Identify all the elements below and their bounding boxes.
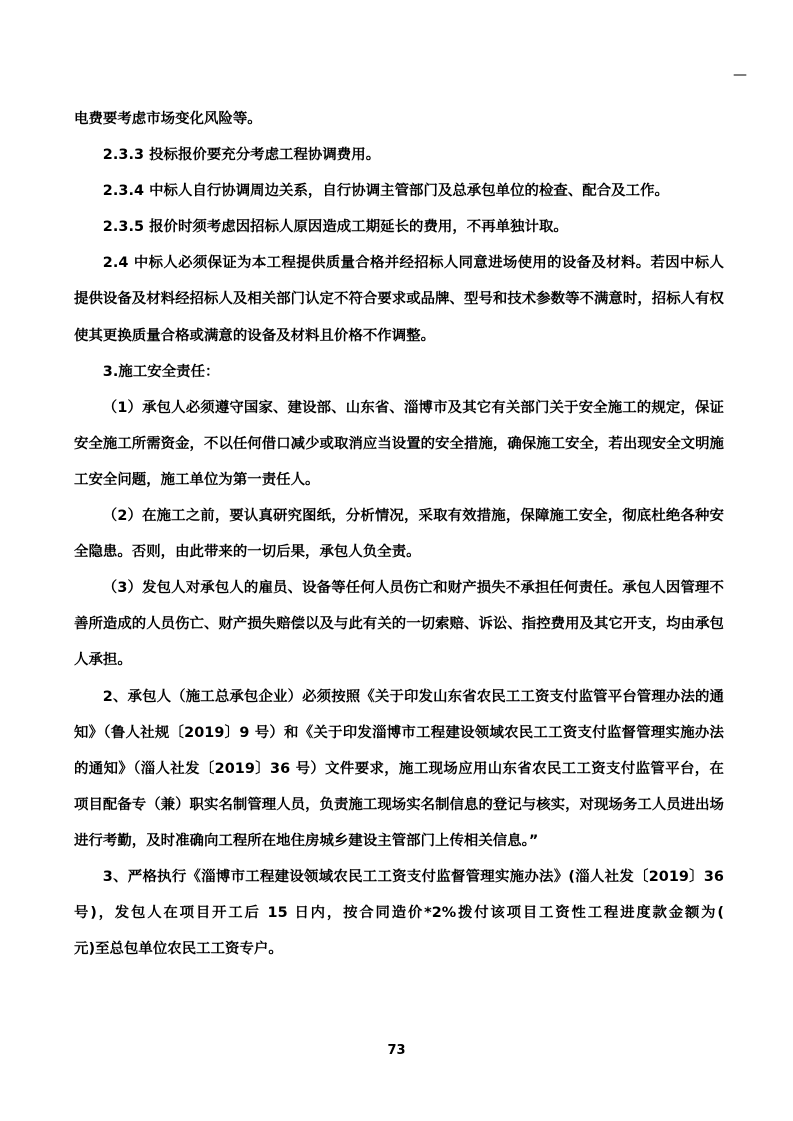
- section-heading-safety: 3.施工安全责任：: [102, 363, 220, 380]
- paragraph-2-3-4: 2.3.4 中标人自行协调周边关系，自行协调主管部门及总承包单位的检查、配合及工作。: [102, 183, 669, 200]
- paragraph-2-3-5: 2.3.5 报价时须考虑因招标人原因造成工期延长的费用，不再单独计取。: [102, 219, 568, 236]
- paragraph-continuation: 电费要考虑市场变化风险等。: [74, 111, 262, 127]
- paragraph-safety-3: （3）发包人对承包人的雇员、设备等任何人员伤亡和财产损失不承担任何责任。承包人因管理不善所造成的人员伤亡、财产损失赔偿以及与此有关的一切索赔、诉讼、指控费用及其它开支，均由承包人承担。: [74, 580, 724, 669]
- page-number: 73: [387, 1043, 406, 1058]
- paragraph-item-2: 2、承包人（施工总承包企业）必须按照《关于印发山东省农民工工资支付监管平台管理办法的通知》（鲁人社规〔2019〕9 号）和《关于印发淄博市工程建设领域农民工工资支付监督管理实施办法的通知》（淄人社发〔2019〕36 号）文件要求，施工现场应用山东省农民工工资支付监管平台，在项目配备专（兼）职实名制管理人员，负责施工现场实名制信息的登记与核实，对现场务工人员进出场进行考勤，及时准确向工程所在地住房城乡建设主管部门上传相关信息。”: [74, 688, 724, 849]
- paragraph-safety-2: （2）在施工之前，要认真研究图纸，分析情况，采取有效措施，保障施工安全，彻底杜绝各种安全隐患。否则，由此带来的一切后果，承包人负全责。: [74, 508, 724, 561]
- paragraph-item-3: 3、严格执行《淄博市工程建设领域农民工工资支付监督管理实施办法》(淄人社发〔2019〕36 号)，发包人在项目开工后 15 日内，按合同造价*2%拨付该项目工资性工程进度款金额为( 元)至总包单位农民工工资专户。: [74, 868, 782, 958]
- paragraph-2-4: 2.4 中标人必须保证为本工程提供质量合格并经招标人同意进场使用的设备及材料。若因中标人提供设备及材料经招标人及相关部门认定不符合要求或品牌、型号和技术参数等不满意时，招标人有权使其更换质量合格或满意的设备及材料且价格不作调整。: [74, 255, 724, 344]
- paragraph-2-3-3: 2.3.3 投标报价要充分考虑工程协调费用。: [102, 147, 381, 164]
- paragraph-safety-1: （1）承包人必须遵守国家、建设部、山东省、淄博市及其它有关部门关于安全施工的规定，保证安全施工所需资金，不以任何借口减少或取消应当设置的安全措施，确保施工安全，若出现安全文明施工安全问题，施工单位为第一责任人。: [74, 399, 724, 488]
- document-body: [74, 101, 782, 967]
- header-mark: —: [733, 67, 747, 83]
